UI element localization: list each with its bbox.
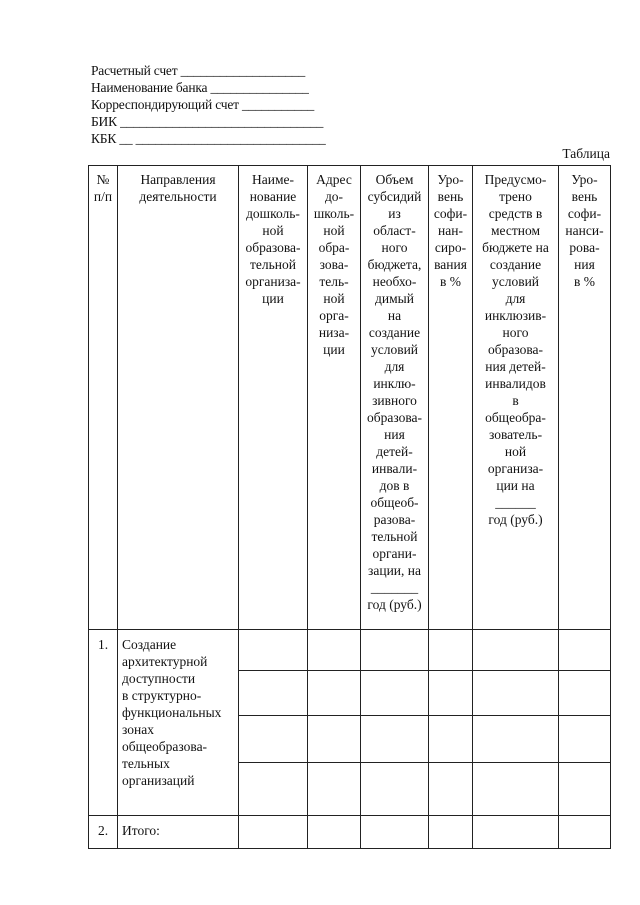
empty-cell[interactable] — [429, 630, 473, 671]
empty-cell[interactable] — [361, 763, 429, 816]
empty-cell[interactable] — [361, 716, 429, 763]
empty-cell[interactable] — [308, 816, 361, 849]
empty-cell[interactable] — [559, 716, 611, 763]
row-number-cell: 1. — [89, 630, 118, 816]
empty-cell[interactable] — [239, 630, 308, 671]
empty-cell[interactable] — [473, 630, 559, 671]
header-cell-org-address: Адрес до- школь- ной обра- зова- тель- ной орга- низа- ции — [308, 166, 361, 630]
empty-cell[interactable] — [473, 671, 559, 716]
empty-cell[interactable] — [239, 671, 308, 716]
bank-name-line: Наименование банка _______________ — [91, 80, 309, 95]
empty-cell[interactable] — [308, 763, 361, 816]
empty-cell[interactable] — [361, 630, 429, 671]
empty-cell[interactable] — [429, 816, 473, 849]
row-number-cell: 2. — [89, 816, 118, 849]
header-cell-org-name: Наиме- нование дошколь- ной образова- тельной организа- ции — [239, 166, 308, 630]
empty-cell[interactable] — [473, 816, 559, 849]
empty-cell[interactable] — [361, 816, 429, 849]
header-cell-number: № п/п — [89, 166, 118, 630]
empty-cell[interactable] — [308, 716, 361, 763]
bik-line: БИК _______________________________ — [91, 114, 324, 129]
header-cell-regional-subsidy: Объем субсидий из област- ного бюджета, необхо- димый на создание условий для инклю- зивного образова- ния детей- инвали- дов в общеоб- разова- тельной органи- зации, на _______ год (руб.) — [361, 166, 429, 630]
empty-cell[interactable] — [308, 671, 361, 716]
empty-cell[interactable] — [239, 816, 308, 849]
empty-cell[interactable] — [239, 763, 308, 816]
empty-cell[interactable] — [559, 630, 611, 671]
subsidy-table — [88, 165, 611, 849]
empty-cell[interactable] — [473, 716, 559, 763]
empty-cell[interactable] — [559, 671, 611, 716]
settlement-account-line: Расчетный счет ___________________ — [91, 63, 306, 78]
header-cell-local-budget: Предусмо- трено средств в местном бюджете на создание условий для инклюзив- ного образова- ния детей- инвалидов в общеобра- зователь- ной организа- ции на ______ год (руб.) — [473, 166, 559, 630]
correspondent-account-line: Корреспондирующий счет ___________ — [91, 97, 315, 112]
table-row — [89, 630, 611, 671]
empty-cell[interactable] — [559, 763, 611, 816]
empty-cell[interactable] — [429, 763, 473, 816]
empty-cell[interactable] — [429, 716, 473, 763]
empty-cell[interactable] — [473, 763, 559, 816]
row-direction-cell: Итого: — [118, 816, 239, 849]
table-label: Таблица — [562, 146, 610, 161]
table-header-row — [89, 166, 611, 630]
kbk-line: КБК __ _____________________________ — [91, 131, 326, 146]
empty-cell[interactable] — [308, 630, 361, 671]
total-row — [89, 816, 611, 849]
empty-cell[interactable] — [429, 671, 473, 716]
bank-requisites — [91, 62, 326, 147]
empty-cell[interactable] — [559, 816, 611, 849]
row-direction-cell: Создание архитектурной доступности в структурно- функциональных зонах общеобразова- тельных организаций — [118, 630, 239, 816]
empty-cell[interactable] — [361, 671, 429, 716]
header-cell-cofinancing-level-2: Уро- вень софи- нанси- рова- ния в % — [559, 166, 611, 630]
header-cell-cofinancing-level-1: Уро- вень софи- нан- сиро- вания в % — [429, 166, 473, 630]
empty-cell[interactable] — [239, 716, 308, 763]
header-cell-direction: Направления деятельности — [118, 166, 239, 630]
